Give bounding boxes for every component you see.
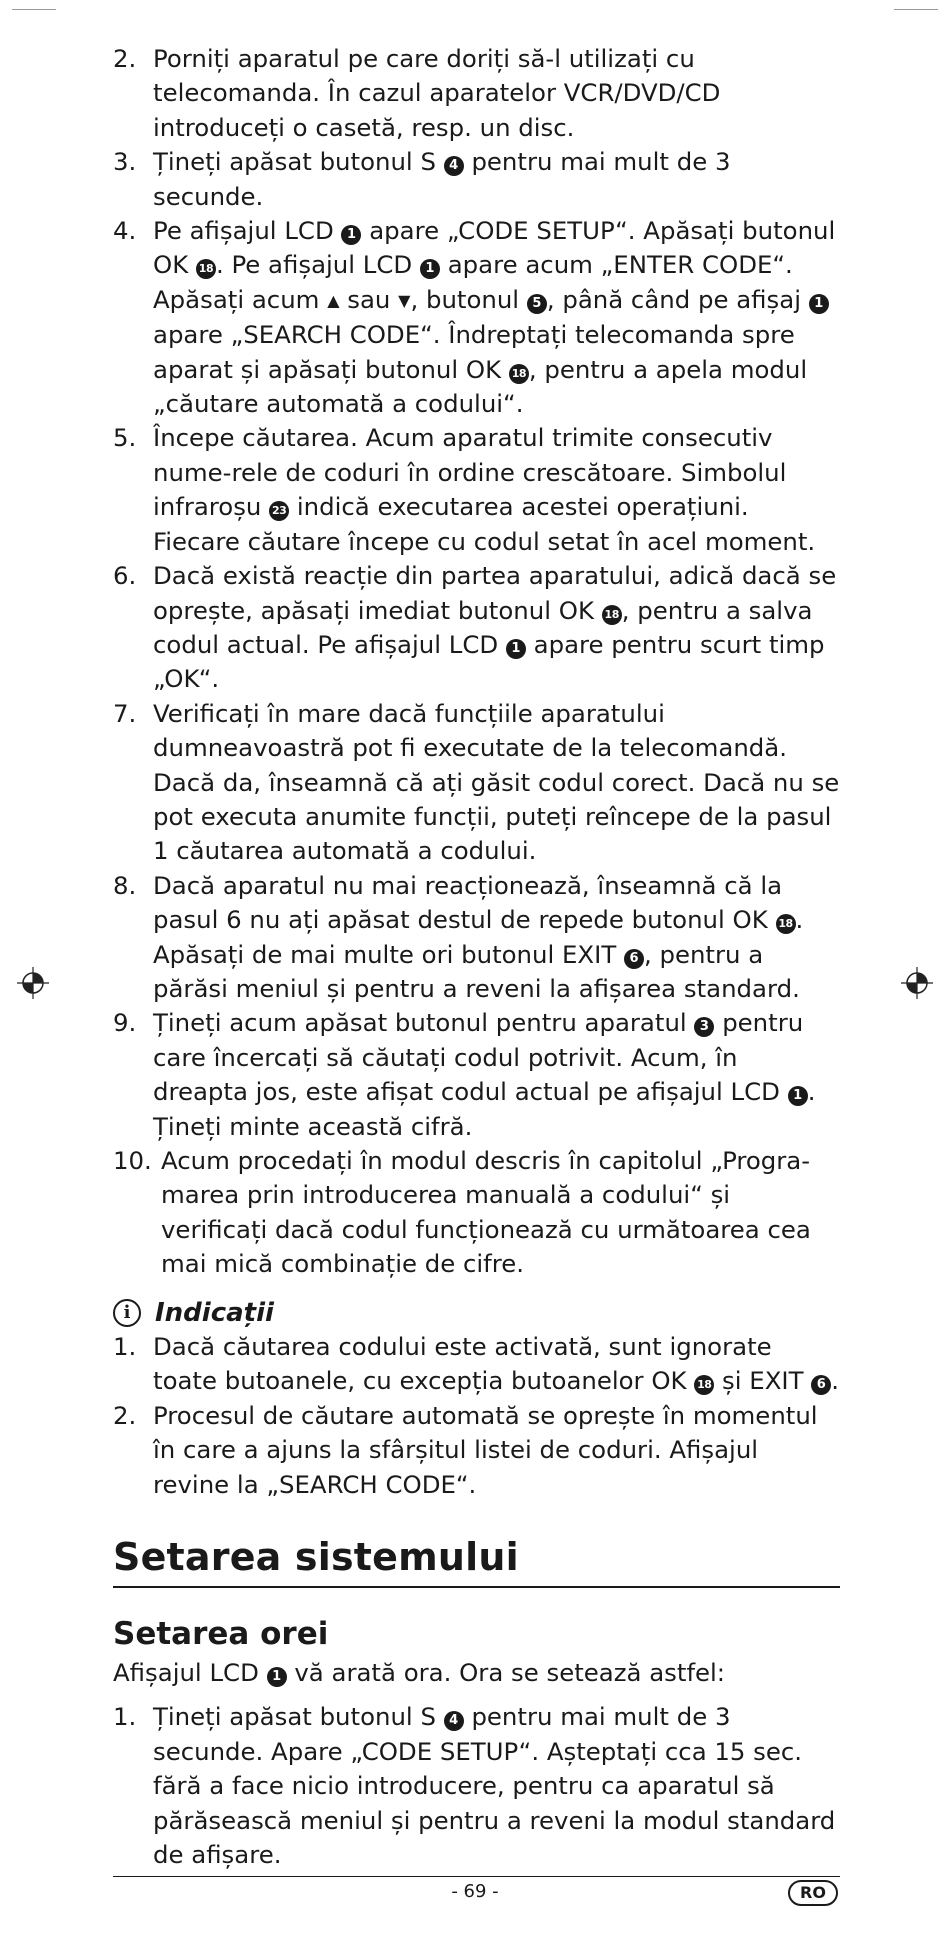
text-segment: Începe căutarea. Acum aparatul trimite consecutiv nume-rele de coduri în ordine crescătoare. Simbolul infraroșu	[153, 423, 787, 522]
note-title: Indicații	[155, 1297, 274, 1328]
text-segment: Țineți acum apăsat butonul pentru aparatul	[153, 1008, 695, 1038]
step-number: 6.	[113, 561, 137, 591]
button-reference-number: 6	[624, 949, 644, 969]
button-reference-number: 4	[444, 156, 464, 176]
list-item	[113, 1399, 840, 1502]
button-reference-number: 18	[509, 364, 529, 384]
page-number: - 69 -	[451, 1881, 499, 1902]
button-reference-number: 1	[506, 639, 526, 659]
text-segment: și EXIT	[714, 1366, 812, 1396]
section-title: Setarea sistemului	[113, 1532, 840, 1588]
list-item	[113, 1006, 840, 1144]
text-segment: Porniți aparatul pe care doriți să-l utilizați cu telecomanda. În cazul aparatelor VCR/DVD/CD introduceți o casetă, resp. un disc.	[153, 44, 721, 142]
text-segment: Dacă căutarea codului este activată, sunt ignorate toate butoanele, cu excepția butoanelor OK	[153, 1332, 772, 1396]
text-segment: Afișajul LCD	[113, 1658, 267, 1688]
list-item	[113, 559, 840, 697]
button-reference-number: 1	[341, 225, 361, 245]
text-segment: . Pe afișajul LCD	[215, 250, 420, 280]
step-number: 2.	[113, 1400, 137, 1430]
list-item	[113, 42, 840, 145]
button-reference-number: 3	[694, 1017, 714, 1037]
text-segment: .	[831, 1366, 840, 1396]
intro-paragraph	[113, 1656, 840, 1690]
button-reference-number: 18	[776, 914, 796, 934]
info-icon: i	[113, 1299, 141, 1327]
note-header	[113, 1296, 840, 1330]
button-reference-number: 23	[269, 501, 289, 521]
text-segment: pentru mai mult de 3 secunde. Apare „CODE SETUP“. Așteptați cca 15 sec. fără a face nicio introducere, pentru ca aparatul să părăsească meniul și pentru a reveni la modul standard de afișare.	[153, 1702, 836, 1870]
button-reference-number: 18	[196, 259, 216, 279]
page-content	[113, 42, 840, 1873]
text-segment: , pentru a părăsi meniul și pentru a reveni la afișarea standard.	[153, 939, 800, 1003]
text-segment: , butonul	[410, 284, 527, 314]
list-item	[113, 421, 840, 559]
text-segment: pentru mai mult de 3 secunde.	[153, 147, 731, 211]
footer-divider	[113, 1876, 840, 1877]
step-number: 1.	[113, 1702, 137, 1732]
button-reference-number: 18	[694, 1375, 714, 1395]
button-reference-number: 5	[527, 294, 547, 314]
text-segment: Țineți apăsat butonul S	[153, 147, 444, 177]
list-item	[113, 869, 840, 1007]
language-badge: RO	[788, 1880, 838, 1906]
list-item	[113, 214, 840, 421]
list-item	[113, 1330, 840, 1399]
button-reference-number: 4	[444, 1711, 464, 1731]
text-segment: Pe afișajul LCD	[153, 216, 342, 246]
step-number: 5.	[113, 423, 137, 453]
step-number: 10.	[113, 1146, 152, 1175]
arrow-up-icon: ▲	[327, 290, 340, 310]
text-segment: Dacă aparatul nu mai reacționează, înseamnă că la pasul 6 nu ați apăsat destul de repede butonul OK	[153, 870, 783, 935]
subsection-title: Setarea orei	[113, 1616, 329, 1653]
text-segment: Verificați în mare dacă funcțiile aparatului dumneavoastră pot fi executate de la telecomandă. Dacă da, înseamnă că ați găsit codul corect. Dacă nu se pot executa anumite funcții, puteți reîncepe de la pasul 1 căutarea automată a codului.	[153, 698, 840, 866]
note-list	[113, 1330, 840, 1502]
button-reference-number: 1	[267, 1667, 287, 1687]
button-reference-number: 1	[809, 294, 829, 314]
text-segment: Acum procedați în modul descris în capitolul „Progra-marea prin introducerea manuală a codului“ și verificați dacă codul funcționează cu următoarea cea mai mică combinație de cifre.	[161, 1146, 811, 1279]
step-number: 8.	[113, 870, 137, 900]
step-number: 2.	[113, 44, 137, 73]
registration-mark-icon	[16, 966, 50, 1000]
button-reference-number: 1	[788, 1086, 808, 1106]
text-segment: Dacă există reacție din partea aparatului, adică dacă se oprește, apăsați imediat butonul OK	[153, 561, 837, 625]
step-number: 7.	[113, 698, 137, 728]
text-segment: Procesul de căutare automată se oprește în momentul în care a ajuns la sfârșitul listei de coduri. Afișajul revine la „SEARCH CODE“.	[153, 1400, 818, 1499]
crop-mark-left	[12, 9, 56, 10]
steps-list-top	[113, 42, 840, 1282]
step-number: 9.	[113, 1008, 137, 1038]
list-item	[113, 145, 840, 214]
text-segment: apare „SEARCH CODE“. Îndreptați telecomanda spre aparat și apăsați butonul OK	[153, 320, 795, 384]
steps-list-bottom	[113, 1700, 840, 1872]
registration-mark-icon	[900, 966, 934, 1000]
list-item	[113, 1700, 840, 1872]
text-segment: pentru care încercați să căutați codul potrivit. Acum, în dreapta jos, este afișat codul actual pe afișajul LCD	[153, 1008, 804, 1107]
text-segment: . Țineți minte această cifră.	[153, 1077, 816, 1141]
button-reference-number: 1	[420, 259, 440, 279]
text-segment: Țineți apăsat butonul S	[153, 1702, 444, 1732]
text-segment: indică executarea acestei operațiuni. Fiecare căutare începe cu codul setat în acel moment.	[153, 492, 816, 556]
text-segment: , pentru a apela modul „căutare automată a codului“.	[153, 354, 808, 419]
step-number: 1.	[113, 1332, 137, 1362]
text-segment: , până când pe afișaj	[546, 284, 809, 314]
list-item	[113, 697, 840, 869]
text-segment: apare pentru scurt timp „OK“.	[153, 629, 825, 694]
text-segment: apare „CODE SETUP“. Apăsați butonul OK	[153, 216, 836, 280]
arrow-down-icon: ▼	[398, 290, 411, 310]
text-segment: apare acum „ENTER CODE“. Apăsați acum	[153, 250, 793, 314]
text-segment: , pentru a salva codul actual. Pe afișajul LCD	[153, 595, 813, 659]
text-segment: . Apăsați de mai multe ori butonul EXIT	[153, 905, 804, 969]
text-segment: vă arată ora. Ora se setează astfel:	[286, 1658, 726, 1688]
step-number: 4.	[113, 216, 137, 246]
step-number: 3.	[113, 147, 137, 177]
button-reference-number: 6	[811, 1375, 831, 1395]
list-item	[113, 1144, 840, 1282]
text-segment: sau	[339, 284, 399, 314]
crop-mark-right	[894, 9, 938, 10]
button-reference-number: 18	[602, 605, 622, 625]
